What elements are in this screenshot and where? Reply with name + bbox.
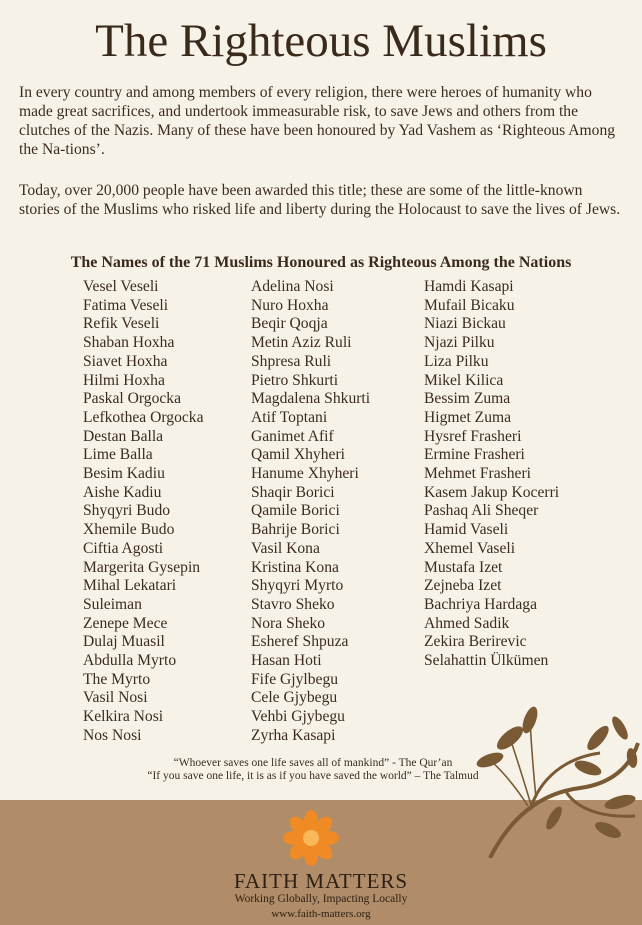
honoree-name: Mikel Kilica: [424, 371, 504, 389]
honoree-name: Metin Aziz Ruli: [251, 334, 352, 352]
intro-paragraph-1: In every country and among members of every religion, there were heroes of humanity who made great sacrifices, and undertook immeasurable risk, to save Jews and others from the clutches of the Nazis. Many of these have been honoured by Yad Vashem as ‘Righteous Among the Na-tions’.: [19, 84, 616, 158]
honoree-name: Bessim Zuma: [424, 390, 511, 408]
honoree-name: Qamil Xhyheri: [251, 446, 345, 464]
honoree-name: Vesel Veseli: [83, 278, 159, 295]
honoree-name: Besim Kadiu: [83, 465, 165, 483]
honoree-name: Abdulla Myrto: [83, 652, 177, 670]
names-heading: The Names of the 71 Muslims Honoured as Righteous Among the Nations: [70, 254, 572, 271]
honoree-name: Siavet Hoxha: [83, 352, 168, 370]
names-column-1: [83, 278, 204, 746]
names-column-2: [251, 278, 370, 746]
honoree-name: Mihal Lekatari: [83, 577, 177, 595]
honoree-name: Hanume Xhyheri: [251, 465, 359, 483]
talmud-quote: “If you save one life, it is as if you have saved the world” – The Talmud: [147, 770, 479, 782]
honoree-name: Zenepe Mece: [83, 614, 168, 632]
honoree-name: Shyqyri Budo: [83, 502, 171, 520]
honoree-name: Zejneba Izet: [424, 577, 502, 595]
honoree-name: Zekira Berirevic: [424, 633, 527, 651]
honoree-name: Pashaq Ali Sheqer: [424, 502, 539, 520]
honoree-name: Hysref Frasheri: [424, 427, 522, 445]
honoree-name: Vasil Kona: [251, 539, 320, 557]
names-column-3: [424, 278, 559, 671]
honoree-name: Dulaj Muasil: [83, 633, 165, 651]
honoree-name: Shyqyri Myrto: [251, 577, 344, 595]
quran-quote: “Whoever saves one life saves all of mankind” - The Qur’an: [173, 757, 453, 769]
honoree-name: Stavro Sheko: [251, 595, 335, 613]
honoree-name: Kasem Jakup Kocerri: [424, 483, 560, 501]
honoree-name: Mehmet Frasheri: [424, 465, 531, 483]
honoree-name: Zyrha Kasapi: [251, 726, 336, 744]
honoree-name: Adelina Nosi: [251, 278, 334, 295]
honoree-name: Ganimet Afif: [251, 427, 334, 445]
honoree-name: Ciftia Agosti: [83, 539, 164, 557]
honoree-name: The Myrto: [83, 670, 151, 688]
website-link[interactable]: www.faith-matters.org: [271, 908, 371, 920]
honoree-name: Nos Nosi: [83, 726, 142, 744]
intro-paragraph-2: Today, over 20,000 people have been awarded this title; these are some of the little-known stories of the Muslims who risked life and liberty during the Holocaust to save the lives of Jews.: [19, 182, 621, 218]
honoree-name: Hilmi Hoxha: [83, 371, 165, 389]
honoree-name: Destan Balla: [83, 427, 164, 445]
honoree-name: Xhemel Vaseli: [424, 539, 516, 557]
honoree-name: Aishe Kadiu: [83, 483, 162, 501]
honoree-name: Fife Gjylbegu: [251, 670, 339, 688]
honoree-name: Lefkothea Orgocka: [83, 408, 204, 426]
honoree-name: Selahattin Ülkümen: [424, 652, 549, 670]
honoree-name: Pietro Shkurti: [251, 371, 339, 389]
honoree-name: Mustafa Izet: [424, 558, 503, 576]
honoree-name: Bahrije Borici: [251, 521, 340, 539]
faith-matters-logo-icon: [274, 808, 348, 868]
honoree-name: Refik Veseli: [83, 315, 160, 333]
honoree-name: Kristina Kona: [251, 558, 339, 576]
honoree-name: Shaban Hoxha: [83, 334, 175, 352]
honoree-name: Fatima Veseli: [83, 296, 169, 314]
honoree-name: Liza Pilku: [424, 352, 489, 370]
honoree-name: Nuro Hoxha: [251, 296, 329, 314]
honoree-name: Bachriya Hardaga: [424, 595, 537, 613]
honoree-name: Margerita Gysepin: [83, 558, 201, 576]
brand-name: FAITH MATTERS: [233, 869, 409, 893]
honoree-name: Suleiman: [83, 595, 142, 613]
honoree-name: Ahmed Sadik: [424, 614, 510, 632]
honoree-name: Hamdi Kasapi: [424, 278, 514, 295]
honoree-name: Atif Toptani: [251, 408, 328, 426]
honoree-name: Paskal Orgocka: [83, 390, 182, 408]
honoree-name: Xhemile Budo: [83, 521, 175, 539]
honoree-name: Vehbi Gjybegu: [251, 708, 345, 726]
honoree-name: Qamile Borici: [251, 502, 340, 520]
page-title: The Righteous Muslims: [95, 15, 547, 67]
honoree-name: Cele Gjybegu: [251, 689, 338, 707]
honoree-name: Nora Sheko: [251, 614, 326, 632]
honoree-name: Mufail Bicaku: [424, 296, 515, 314]
honoree-name: Vasil Nosi: [83, 689, 148, 707]
honoree-name: Kelkira Nosi: [83, 708, 164, 726]
honoree-name: Hasan Hoti: [251, 652, 322, 670]
honoree-name: Niazi Bickau: [424, 315, 506, 333]
honoree-name: Njazi Pilku: [424, 334, 495, 352]
honoree-name: Hamid Vaseli: [424, 521, 509, 539]
honoree-name: Shpresa Ruli: [251, 352, 332, 370]
honoree-name: Higmet Zuma: [424, 408, 512, 426]
honoree-name: Beqir Qoqja: [251, 315, 328, 333]
brand-tagline: Working Globally, Impacting Locally: [234, 893, 408, 905]
honoree-name: Ermine Frasheri: [424, 446, 525, 464]
honoree-name: Lime Balla: [83, 446, 153, 464]
honoree-name: Magdalena Shkurti: [251, 390, 371, 408]
honoree-name: Shaqir Borici: [251, 483, 335, 501]
honoree-name: Esheref Shpuza: [251, 633, 349, 651]
